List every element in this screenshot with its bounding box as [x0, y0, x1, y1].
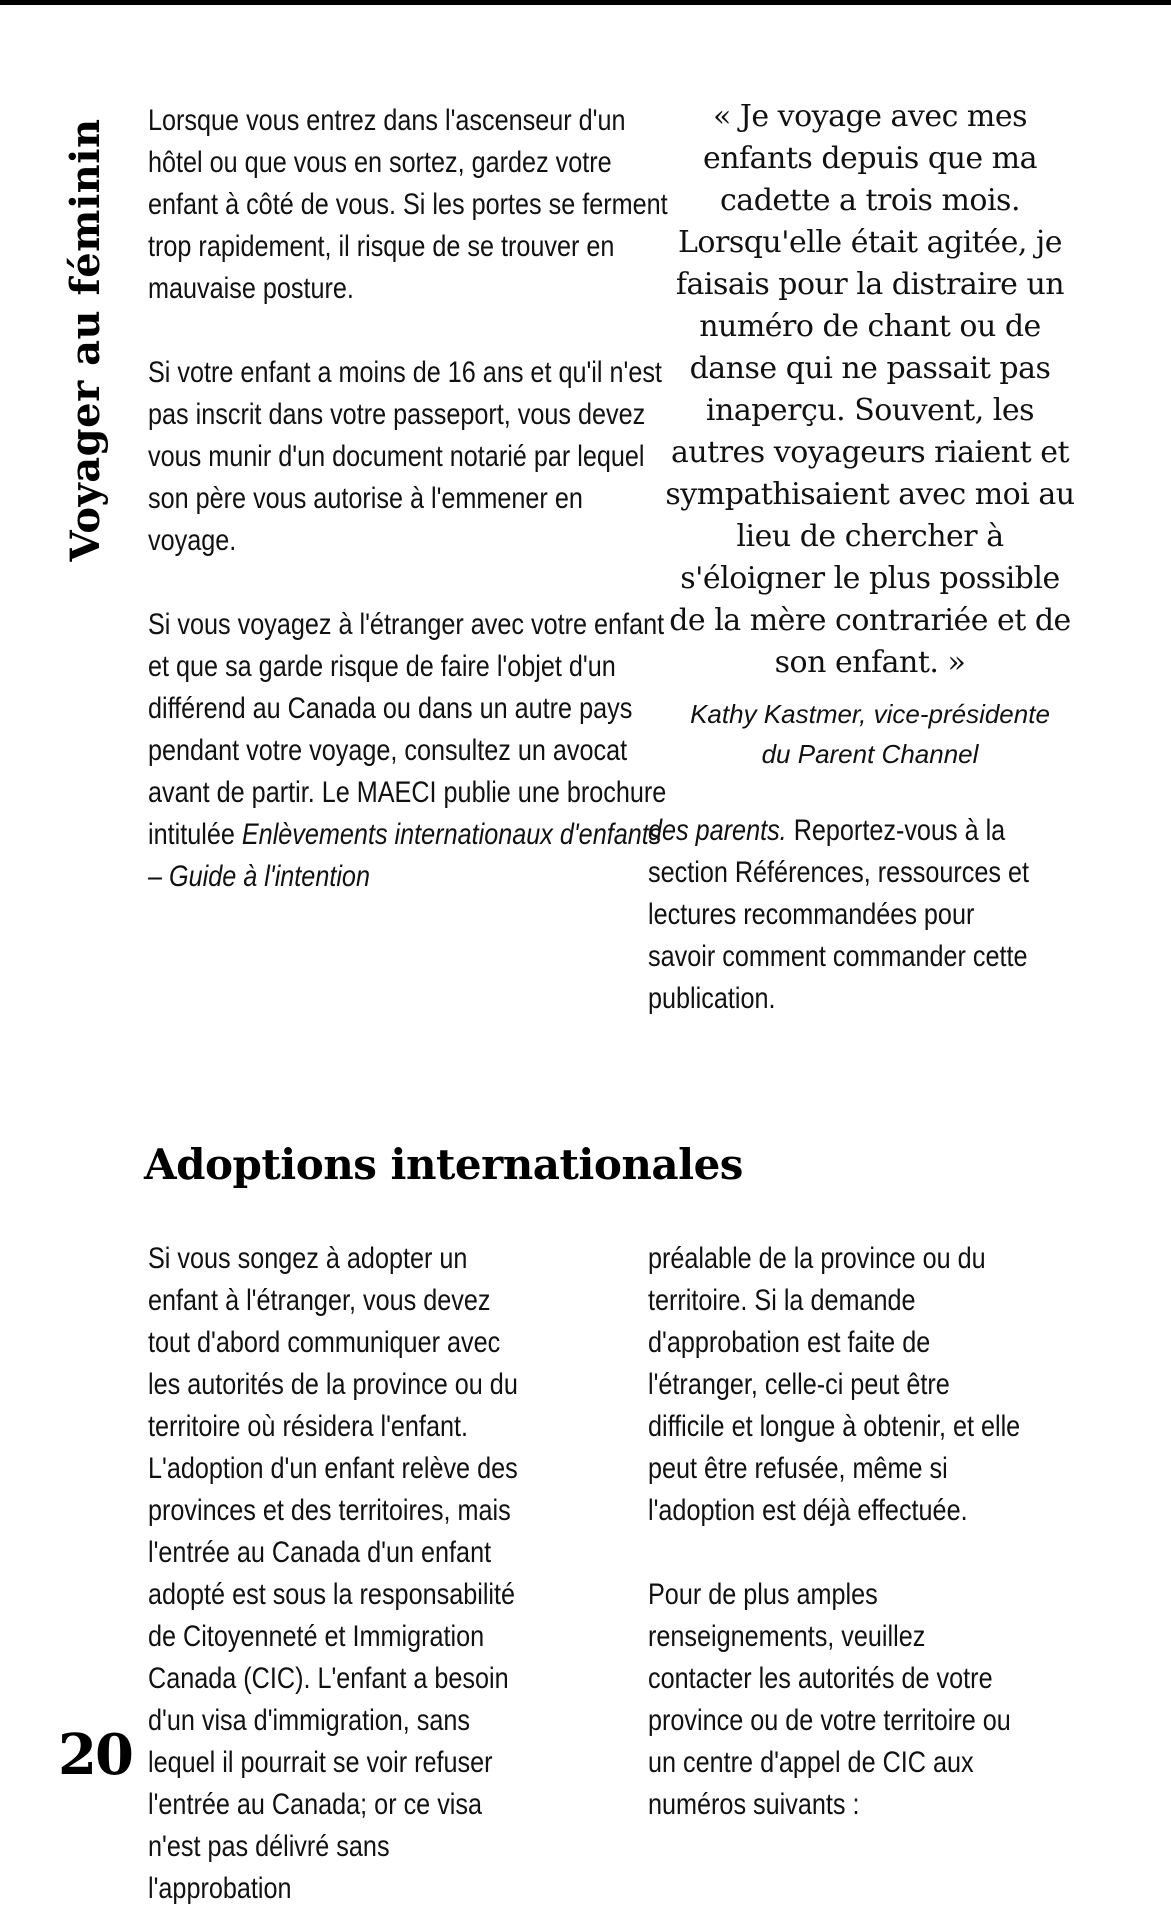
paragraph-brochure-reference: des parents. Reportez-vous à la section Références, ressources et lectures recommandées pour savoir comment commander cette publication. [648, 814, 1029, 1015]
attribution-line-2: du Parent Channel [761, 739, 979, 769]
page-number: 20 [58, 1722, 132, 1788]
paragraph-notarized-document: Si votre enfant a moins de 16 ans et qu'il n'est pas inscrit dans votre passeport, vous devez vous munir d'un document notarié par lequel son père vous autorise à l'emmener en voyage. [148, 356, 662, 557]
top-right-column [648, 810, 1171, 1020]
section-heading: Adoptions internationales [144, 1140, 743, 1189]
bottom-right-column [648, 1238, 1171, 1826]
paragraph-custody: Si vous voyagez à l'étranger avec votre enfant et que sa garde risque de faire l'objet d'un différend au Canada ou dans un autre pays pendant votre voyage, consultez un avocat avant de partir. Le MAECI publie une brochure intitulée Enlèvements internationaux d'enfants – Guide à l'intention [148, 608, 667, 893]
paragraph-elevator: Lorsque vous entrez dans l'ascenseur d'un hôtel ou que vous en sortez, gardez votre enfant à côté de vous. Si les portes se ferment trop rapidement, il risque de se trouver en mauvaise posture. [148, 104, 668, 305]
brochure-title: Enlèvements internationaux d'enfants – Guide à l'intention [148, 818, 662, 893]
section-side-title: Voyager au féminin [62, 118, 109, 562]
paragraph-approval: préalable de la province ou du territoire. Si la demande d'approbation est faite de l'étranger, celle-ci peut être difficile et longue à obtenir, et elle peut être refusée, même si l'adoption est déjà effectuée. [648, 1242, 1021, 1527]
top-rule [0, 0, 1171, 5]
quote-attribution [660, 694, 1080, 774]
pull-quote: « Je voyage avec mes enfants depuis que ma cadette a trois mois. Lorsqu'elle était agitée, je faisais pour la distraire un numéro de chant ou de danse qui ne passait pas inaperçu. Souvent, les autres voyageurs riaient et sympathisaient avec moi au lieu de chercher à s'éloigner le plus possible de la mère contrariée et de son enfant. » [665, 99, 1075, 680]
bottom-left-column [148, 1238, 668, 1910]
paragraph-contact: Pour de plus amples renseignements, veuillez contacter les autorités de votre province ou de votre territoire ou un centre d'appel de CIC aux numéros suivants : [648, 1578, 1011, 1821]
brochure-title-end: des parents. [648, 814, 787, 847]
paragraph-adoption: Si vous songez à adopter un enfant à l'étranger, vous devez tout d'abord communiquer avec les autorités de la province ou du territoire où résidera l'enfant. L'adoption d'un enfant relève des provinces et des territoires, mais l'entrée au Canada d'un enfant adopté est sous la responsabilité de Citoyenneté et Immigration Canada (CIC). L'enfant a besoin d'un visa d'immigration, sans lequel il pourrait se voir refuser l'entrée au Canada; or ce visa n'est pas délivré sans l'approbation [148, 1242, 518, 1905]
attribution-line-1: Kathy Kastmer, vice-présidente [690, 699, 1050, 729]
top-left-column [148, 100, 668, 898]
